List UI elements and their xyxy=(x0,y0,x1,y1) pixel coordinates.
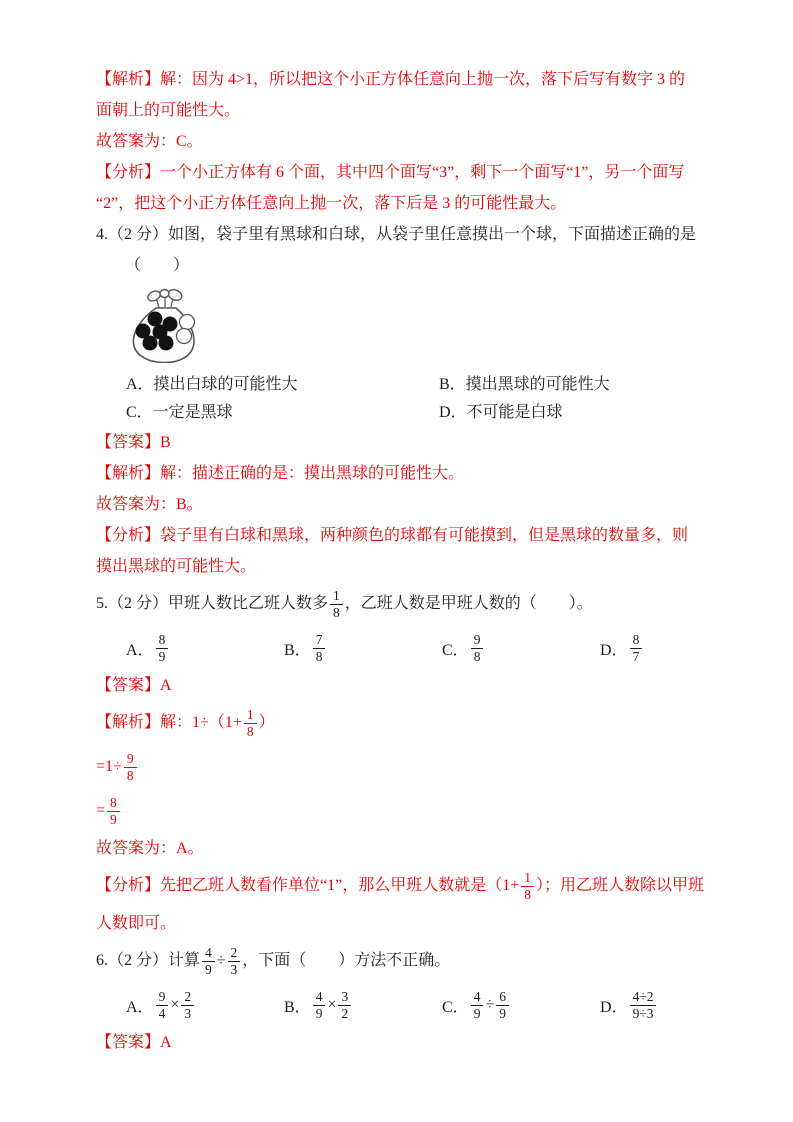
q5-option-c xyxy=(442,632,600,665)
q6-options-row xyxy=(96,983,715,1027)
q3-explain-line-2 xyxy=(96,95,715,126)
fraction xyxy=(202,945,215,978)
fraction xyxy=(313,989,326,1022)
fraction-denominator: 8 xyxy=(524,886,531,902)
text-run: 故答案为：C。 xyxy=(96,133,203,150)
text-run: ÷ xyxy=(216,952,226,969)
q5-explain-line-1 xyxy=(96,701,715,745)
q5-option-a xyxy=(126,632,284,665)
text-run: ÷ xyxy=(485,996,495,1013)
fraction-numerator: 1 xyxy=(521,870,534,887)
q5-option-b xyxy=(284,632,442,665)
fraction-numerator: 8 xyxy=(630,632,643,649)
fraction-denominator: 9 xyxy=(473,1005,481,1021)
fraction xyxy=(156,989,169,1022)
text-run: 6.（2 分）计算 xyxy=(96,952,201,969)
q5-analysis-line-1 xyxy=(96,864,715,908)
fraction-numerator: 8 xyxy=(107,795,120,812)
fraction-numerator: 2 xyxy=(228,945,241,962)
fraction xyxy=(338,989,351,1022)
q4-analysis-line-2 xyxy=(96,551,715,582)
black-ball xyxy=(143,336,158,351)
text-run: 【分析】一个小正方体有 6 个面，其中四个面写“3”，剩下一个面写“1”，另一个面写 xyxy=(96,164,685,181)
fraction-numerator: 9 xyxy=(124,751,137,768)
black-ball xyxy=(159,336,174,351)
text-run: （ ） xyxy=(125,257,190,274)
bag-of-balls-illustration xyxy=(126,285,204,363)
fraction xyxy=(313,632,326,665)
text-run: × xyxy=(170,996,180,1013)
q3-analysis-line-2 xyxy=(96,188,715,219)
text-run: 【答案】A xyxy=(96,1034,172,1051)
fraction-denominator: 9 xyxy=(315,1005,323,1021)
text-run: 【分析】袋子里有白球和黑球，两种颜色的球都有可能摸到，但是黑球的数量多，则 xyxy=(96,527,689,544)
text-run: 【解析】解：因为 4>1，所以把这个小正方体任意向上抛一次，落下后写有数字 3 的 xyxy=(96,71,686,88)
q5-answer-restate xyxy=(96,833,715,864)
fraction-numerator: 4÷2 xyxy=(630,989,657,1006)
text-run: 5.（2 分）甲班人数比乙班人数多 xyxy=(96,595,329,612)
question-6-stem xyxy=(96,939,715,983)
fraction xyxy=(228,945,241,978)
fraction-numerator: 8 xyxy=(156,632,169,649)
fraction-denominator: 9 xyxy=(499,1005,506,1021)
text-run: B． xyxy=(284,998,311,1016)
text-run: 摸出黑球的可能性大。 xyxy=(96,558,257,575)
fraction xyxy=(630,989,657,1022)
white-ball xyxy=(177,329,192,344)
text-run: 【答案】B xyxy=(96,434,171,451)
fraction-numerator: 1 xyxy=(244,707,257,724)
q6-option-c xyxy=(442,989,600,1022)
fraction xyxy=(471,989,484,1022)
fraction-denominator: 3 xyxy=(230,961,238,977)
text-run: = xyxy=(96,802,106,819)
fraction xyxy=(496,989,509,1022)
fraction-denominator: 8 xyxy=(126,767,134,783)
text-run: 故答案为：B。 xyxy=(96,496,203,513)
text-run: ，乙班人数是甲班人数的（ ）。 xyxy=(344,595,593,612)
text-run: 【解析】解：1÷（1+ xyxy=(96,714,242,731)
fraction xyxy=(630,632,643,665)
q4-option-d xyxy=(439,399,563,427)
text-run: 人数即可。 xyxy=(96,915,177,932)
text-run: 故答案为：A。 xyxy=(96,840,204,857)
fraction-numerator: 4 xyxy=(202,945,215,962)
q5-explain-line-3 xyxy=(96,789,715,833)
text-run: D． xyxy=(600,998,628,1016)
text-run: =1÷ xyxy=(96,758,122,775)
text-run: A． xyxy=(126,998,154,1016)
fraction-numerator: 1 xyxy=(330,588,343,605)
fraction-numerator: 3 xyxy=(338,989,351,1006)
fraction-denominator: 8 xyxy=(473,648,481,664)
text-run: A． xyxy=(126,641,154,659)
fraction-denominator: 4 xyxy=(158,1005,166,1021)
text-run: 【答案】A xyxy=(96,677,172,694)
q4-analysis-line-1 xyxy=(96,520,715,551)
text-run: B．摸出黑球的可能性大 xyxy=(439,376,610,393)
text-run: D． xyxy=(600,641,628,659)
text-run: “2”，把这个小正方体任意向上抛一次，落下后是 3 的可能性最大。 xyxy=(96,195,567,212)
fraction-denominator: 8 xyxy=(315,648,323,664)
fraction-denominator: 7 xyxy=(632,648,640,664)
fraction-denominator: 2 xyxy=(341,1005,349,1021)
bag-drawing xyxy=(126,285,204,363)
q6-option-a xyxy=(126,989,284,1022)
fraction-denominator: 9 xyxy=(158,648,166,664)
text-run: × xyxy=(327,996,337,1013)
fraction xyxy=(156,632,169,665)
text-run: 4.（2 分）如图，袋子里有黑球和白球，从袋子里任意摸出一个球，下面描述正确的是 xyxy=(96,226,697,243)
q6-answer xyxy=(96,1027,715,1058)
q5-options-row xyxy=(96,626,715,670)
q4-option-c xyxy=(126,399,439,427)
fraction xyxy=(330,588,343,621)
text-run: 【解析】解：描述正确的是：摸出黑球的可能性大。 xyxy=(96,465,465,482)
fraction xyxy=(124,751,137,784)
q3-analysis-line-1 xyxy=(96,157,715,188)
question-4-stem xyxy=(96,219,715,250)
text-run: C． xyxy=(442,641,469,659)
text-run: A．摸出白球的可能性大 xyxy=(126,376,298,393)
fraction-numerator: 6 xyxy=(496,989,509,1006)
q5-explain-line-2 xyxy=(96,745,715,789)
fraction-numerator: 4 xyxy=(313,989,326,1006)
fraction-numerator: 9 xyxy=(471,632,484,649)
question-5-stem xyxy=(96,582,715,626)
q6-option-d xyxy=(600,989,658,1022)
q4-answer xyxy=(96,427,715,458)
q4-option-b xyxy=(439,371,610,399)
q4-option-a xyxy=(126,371,439,399)
fraction xyxy=(107,795,120,828)
q3-answer-restate xyxy=(96,126,715,157)
q4-options-row-2 xyxy=(96,399,715,427)
text-run: ） xyxy=(258,714,275,731)
fraction-denominator: 8 xyxy=(246,723,254,739)
q4-options-row-1 xyxy=(96,371,715,399)
text-run: ）；用乙班人数除以甲班 xyxy=(535,877,704,894)
bag-knot xyxy=(146,289,162,303)
q5-option-d xyxy=(600,632,644,665)
fraction-numerator: 9 xyxy=(156,989,169,1006)
fraction xyxy=(521,870,534,903)
fraction xyxy=(471,632,484,665)
question-4-stem-line-2 xyxy=(96,250,715,281)
fraction-numerator: 4 xyxy=(471,989,484,1006)
black-ball xyxy=(148,312,163,327)
fraction xyxy=(181,989,194,1022)
fraction-denominator: 9 xyxy=(205,961,212,977)
text-run: C．一定是黑球 xyxy=(126,404,233,421)
text-run: B． xyxy=(284,641,311,659)
fraction-denominator: 9÷3 xyxy=(632,1005,654,1021)
fraction-denominator: 3 xyxy=(184,1005,192,1021)
text-run: 【分析】先把乙班人数看作单位“1”，那么甲班人数就是（1+ xyxy=(96,877,520,894)
text-run: C． xyxy=(442,998,469,1016)
fraction xyxy=(244,707,257,740)
text-run: 面朝上的可能性大。 xyxy=(96,102,241,119)
q3-explain-line-1 xyxy=(96,64,715,95)
fraction-denominator: 8 xyxy=(333,604,340,620)
text-run: ，下面（ ）方法不正确。 xyxy=(242,952,451,969)
white-ball xyxy=(180,315,195,330)
q4-answer-restate xyxy=(96,489,715,520)
fraction-numerator: 7 xyxy=(313,632,326,649)
fraction-denominator: 9 xyxy=(110,811,117,827)
text-run: D．不可能是白球 xyxy=(439,404,563,421)
q5-analysis-line-2 xyxy=(96,908,715,939)
q4-explain xyxy=(96,458,715,489)
fraction-numerator: 2 xyxy=(181,989,194,1006)
bag-knot xyxy=(160,290,169,298)
q5-answer xyxy=(96,670,715,701)
q6-option-b xyxy=(284,989,442,1022)
